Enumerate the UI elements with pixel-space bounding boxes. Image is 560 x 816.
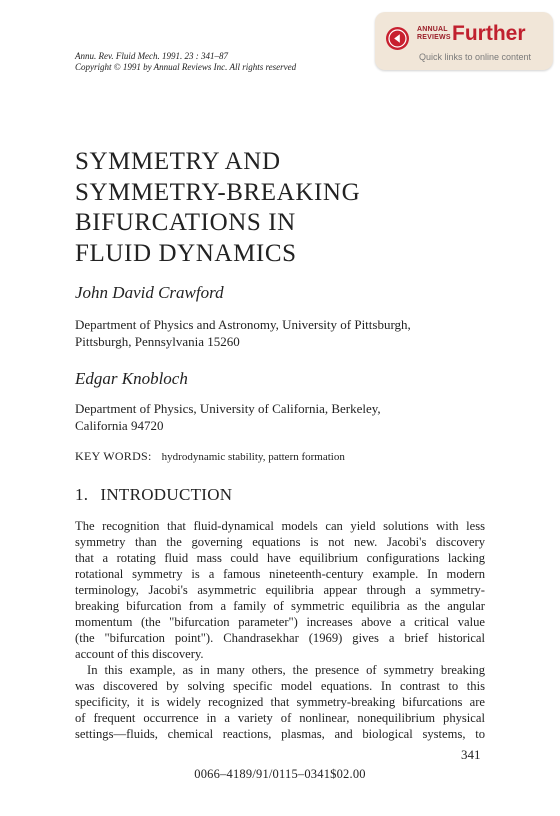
- badge-further-label: Further: [452, 22, 526, 45]
- journal-citation: [75, 51, 296, 73]
- author-name: Edgar Knobloch: [75, 369, 188, 388]
- text-line: account of this discovery.: [75, 647, 204, 661]
- keywords-values: hydrodynamic stability, pattern formation: [161, 451, 345, 463]
- title-line: FLUID DYNAMICS: [75, 239, 297, 267]
- text-line: The recognition that fluid-dynamical models can yield solutions with less: [75, 519, 485, 533]
- text-line: terminology, Jacobi's asymmetric equilibria appear through a symmetry-: [75, 583, 485, 597]
- body-paragraph: [75, 662, 485, 742]
- affiliation-line: California 94720: [75, 418, 164, 433]
- text-line: specificity, it is widely recognized that symmetry-breaking bifurcations are: [75, 695, 485, 709]
- page-number: 341: [461, 747, 481, 762]
- author-affiliation: [75, 400, 381, 434]
- section-title: INTRODUCTION: [100, 485, 233, 504]
- text-line: momentum (the "bifurcation parameter") increases above a critical value: [75, 615, 485, 629]
- author-name: John David Crawford: [75, 283, 224, 302]
- article-title: [75, 147, 360, 269]
- text-line: settings—fluids, chemical reactions, plasmas, and biological systems, to: [75, 727, 485, 741]
- title-line: SYMMETRY AND: [75, 148, 281, 175]
- title-line: BIFURCATIONS IN: [75, 209, 296, 236]
- body-paragraph: [75, 518, 485, 662]
- text-line: symmetry than the governing equations is not new. Jacobi's discovery: [75, 535, 485, 549]
- text-line: that a rotating fluid mass could have equilibrium configurations lacking: [75, 551, 485, 565]
- keywords: [75, 449, 345, 464]
- copyright-line: Copyright © 1991 by Annual Reviews Inc. All rights reserved: [75, 62, 297, 72]
- affiliation-line: Department of Physics, University of California, Berkeley,: [75, 401, 381, 416]
- badge-subtitle: Quick links to online content: [419, 52, 532, 62]
- citation-line: Annu. Rev. Fluid Mech. 1991. 23 : 341–87: [75, 51, 229, 61]
- affiliation-line: Department of Physics and Astronomy, University of Pittsburgh,: [75, 317, 411, 332]
- play-circle-icon: [386, 27, 409, 50]
- section-number: 1.: [75, 485, 89, 504]
- text-line: In this example, as in many others, the presence of symmetry breaking: [87, 663, 485, 677]
- text-line: breaking bifurcation from a family of symmetric equilibria as the angular: [75, 599, 485, 613]
- title-line: SYMMETRY-BREAKING: [75, 178, 361, 206]
- section-heading: [75, 485, 232, 505]
- annual-reviews-further-badge[interactable]: [375, 12, 553, 70]
- author-affiliation: [75, 316, 411, 350]
- badge-publisher-label: ANNUAL REVIEWS: [417, 26, 451, 41]
- text-line: was discovered by solving specific model equations. In contrast to this: [75, 679, 485, 693]
- footer-code: 0066–4189/91/0115–0341$02.00: [194, 767, 366, 781]
- text-line: of frequent occurrence in a variety of nonlinear, nonequilibrium physical: [75, 711, 485, 725]
- text-line: rotational symmetry is a famous nineteenth-century example. In modern: [75, 567, 485, 581]
- affiliation-line: Pittsburgh, Pennsylvania 15260: [75, 334, 240, 349]
- text-line: (the "bifurcation point"). Chandrasekhar (1969) gives a brief historical: [75, 631, 485, 645]
- keywords-label: KEY WORDS:: [75, 449, 152, 463]
